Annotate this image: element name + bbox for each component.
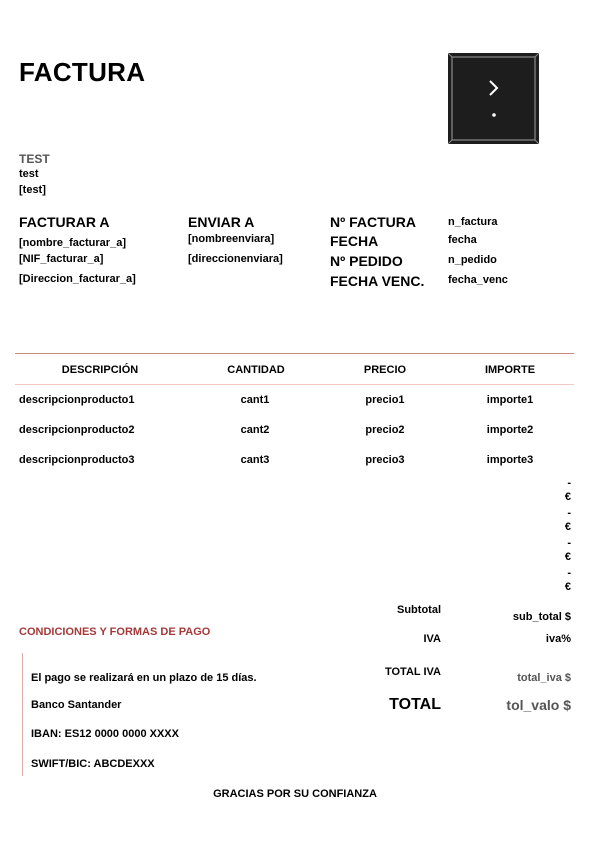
table-cell-amount: importe2 bbox=[486, 424, 534, 436]
billing-address: [Direccion_facturar_a] bbox=[19, 273, 136, 285]
payment-conditions-bar bbox=[22, 653, 23, 776]
order-number-label: Nº PEDIDO bbox=[330, 253, 403, 269]
swift-bic: SWIFT/BIC: ABCDEXXX bbox=[31, 758, 155, 770]
order-number-value: n_pedido bbox=[448, 254, 497, 266]
table-cell-quantity: cant3 bbox=[240, 454, 270, 466]
subtotal-value: sub_total $ bbox=[512, 611, 571, 623]
payment-term: El pago se realizará en un plazo de 15 días. bbox=[31, 672, 257, 684]
column-header-description: DESCRIPCIÓN bbox=[61, 364, 139, 376]
column-header-price: PRECIO bbox=[363, 364, 407, 376]
empty-row-amount: - € bbox=[564, 537, 571, 563]
thank-you-message: GRACIAS POR SU CONFIANZA bbox=[213, 788, 377, 800]
table-cell-quantity: cant1 bbox=[240, 394, 270, 406]
table-cell-amount: importe3 bbox=[486, 454, 534, 466]
document-title: FACTURA bbox=[19, 57, 146, 87]
table-top-rule bbox=[15, 353, 574, 354]
shipping-address: [direccionenviara] bbox=[188, 253, 283, 265]
table-cell-price: precio2 bbox=[365, 424, 405, 436]
shipping-heading: ENVIAR A bbox=[188, 214, 255, 230]
iva-label: IVA bbox=[423, 633, 441, 645]
company-line: [test] bbox=[19, 184, 46, 196]
chevron-right-icon bbox=[448, 53, 539, 144]
table-cell-price: precio1 bbox=[365, 394, 405, 406]
total-value: tol_valo $ bbox=[506, 697, 571, 713]
empty-row-amount: - € bbox=[564, 567, 571, 593]
iban: IBAN: ES12 0000 0000 XXXX bbox=[31, 728, 179, 740]
bank-name: Banco Santander bbox=[31, 699, 122, 711]
table-cell-description: descripcionproducto3 bbox=[19, 454, 135, 466]
total-label: TOTAL bbox=[389, 696, 441, 713]
table-cell-price: precio3 bbox=[365, 454, 405, 466]
column-header-amount: IMPORTE bbox=[484, 364, 536, 376]
column-header-quantity: CANTIDAD bbox=[227, 364, 285, 376]
billing-nif: [NIF_facturar_a] bbox=[19, 253, 104, 265]
subtotal-label: Subtotal bbox=[397, 604, 441, 616]
shipping-name: [nombreenviara] bbox=[188, 233, 275, 245]
invoice-number-value: n_factura bbox=[448, 216, 498, 228]
total-iva-value: total_iva $ bbox=[517, 672, 571, 684]
date-label: FECHA bbox=[330, 233, 379, 249]
billing-heading: FACTURAR A bbox=[19, 214, 110, 230]
empty-row-amount: - € bbox=[564, 477, 571, 503]
table-cell-quantity: cant2 bbox=[240, 424, 270, 436]
payment-conditions-title: CONDICIONES Y FORMAS DE PAGO bbox=[19, 626, 211, 638]
invoice-number-label: Nº FACTURA bbox=[330, 214, 416, 230]
table-cell-description: descripcionproducto2 bbox=[19, 424, 135, 436]
iva-value: iva% bbox=[545, 633, 571, 645]
table-header-rule bbox=[15, 384, 574, 385]
billing-name: [nombre_facturar_a] bbox=[19, 237, 126, 249]
due-date-label: FECHA VENC. bbox=[330, 273, 425, 289]
table-cell-description: descripcionproducto1 bbox=[19, 394, 135, 406]
empty-row-amount: - € bbox=[564, 507, 571, 533]
company-line: test bbox=[19, 168, 39, 180]
total-iva-label: TOTAL IVA bbox=[384, 666, 441, 678]
due-date-value: fecha_venc bbox=[448, 274, 508, 286]
date-value: fecha bbox=[448, 234, 477, 246]
company-name: TEST bbox=[19, 152, 50, 166]
table-cell-amount: importe1 bbox=[486, 394, 534, 406]
